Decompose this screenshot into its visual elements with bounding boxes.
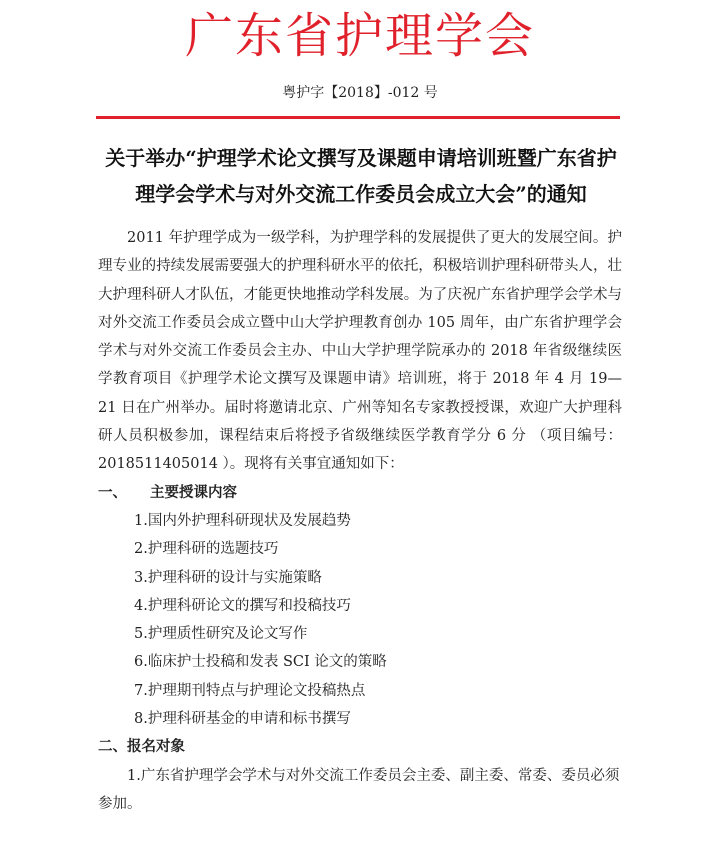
document-number: 粤护字【2018】-012 号 (282, 85, 438, 101)
section-1-heading (98, 479, 622, 507)
list-item: 5.护理质性研究及论文写作 (134, 626, 308, 643)
list-item: 6.临床护士投稿和发表 SCI 论文的策略 (134, 654, 387, 671)
section-1-title: 主要授课内容 (150, 483, 237, 501)
list-item: 7.护理期刊特点与护理论文投稿热点 (134, 682, 366, 699)
section-1-number: 一、 (98, 483, 127, 501)
notice-title-line-2: 理学会学术与对外交流工作委员会成立大会”的通知 (135, 182, 587, 206)
intro-paragraph: 2011 年护理学成为一级学科，为护理学科的发展提供了更大的发展空间。护理专业的持续发展需要强大的护理科研水平的依托，积极培训护理科研带头人，壮大护理科研人才队伍，才能更快地推动学科发展。为了庆祝广东省护理学会学术与对外交流工作委员会成立暨中山大学护理教育创办 105 周年，由广东省护理学会学术与对外交流工作委员会主办、中山大学护理学院承办的 2018 年省级继续医学教育项目《护理学术论文撰写及课题申请》培训班，将于 2018 年 4 月 19—21 日在广州举办。届时将邀请北京、广州等知名专家教授授课，欢迎广大护理科研人员积极参加，课程结束后将授予省级继续医学教育学分 6 分 （项目编号：2018511405014 ）。现将有关事宜通知如下： (98, 230, 622, 473)
participants-list (98, 762, 622, 819)
list-item: 8.护理科研基金的申请和标书撰写 (134, 711, 351, 728)
list-item: 3.护理科研的设计与实施策略 (134, 569, 322, 586)
letterhead-divider (96, 116, 620, 119)
notice-title (96, 140, 626, 212)
list-item: 2.护理科研的选题技巧 (134, 541, 279, 558)
list-item: 1.国内外护理科研现状及发展趋势 (134, 512, 351, 529)
letterhead-org-name: 广东省护理学会 (184, 8, 535, 64)
section-2-heading: 二、报名对象 (98, 738, 185, 756)
list-item: 1.广东省护理学会学术与对外交流工作委员会主委、副主委、常委、委员必须参加。 (98, 767, 620, 812)
list-item: 4.护理科研论文的撰写和投稿技巧 (134, 597, 351, 614)
course-content-list (98, 507, 622, 733)
notice-body (98, 224, 622, 818)
notice-title-line-1: 关于举办“护理学术论文撰写及课题申请培训班暨广东省护 (105, 146, 617, 170)
